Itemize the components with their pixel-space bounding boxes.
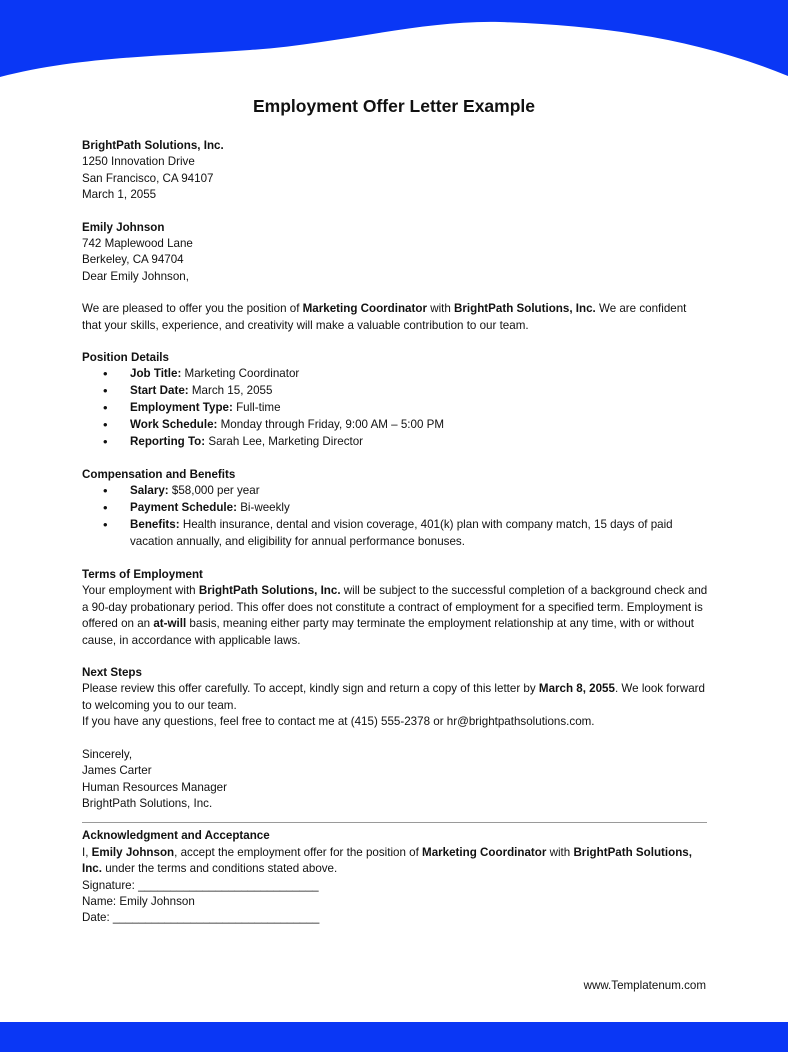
intro-text-1: We are pleased to offer you the position of (82, 302, 303, 316)
position-details-heading: Position Details (82, 351, 169, 365)
sender-block (82, 138, 708, 204)
list-item (82, 434, 708, 451)
acknowledgment-heading: Acknowledgment and Acceptance (82, 829, 270, 843)
list-item (82, 383, 708, 400)
document-title: Employment Offer Letter Example (252, 96, 536, 116)
item-value: Marketing Coordinator (181, 367, 300, 381)
signer-company: BrightPath Solutions, Inc. (82, 796, 213, 810)
intro-text-2: with (426, 302, 455, 316)
position-details-list (82, 366, 708, 451)
terms-text-2: will be subject to the successful completion of a background check and a 90-day probationary period. This offer does not constitute a contract of employment for a specified term. Employment is offered on an (82, 584, 708, 631)
intro-position: Marketing Coordinator (302, 302, 427, 316)
acknowledgment-paragraph (82, 845, 708, 878)
next-steps-heading: Next Steps (82, 666, 142, 680)
terms-text-3: basis, meaning either party may terminate the employment relationship at any time, with or without cause, in accordance with applicable laws. (82, 617, 694, 647)
sender-company: BrightPath Solutions, Inc. (82, 139, 224, 152)
intro-company: BrightPath Solutions, Inc. (454, 302, 596, 316)
intro-text-3: We are confident that your skills, experience, and creativity will make a valuable contribution to our team. (82, 302, 687, 332)
contact-line: If you have any questions, feel free to contact me at (415) 555-2378 or hr@brightpathsolutions.com. (82, 715, 595, 729)
terms-heading: Terms of Employment (82, 568, 203, 582)
salutation: Dear Emily Johnson, (82, 269, 189, 283)
item-label: Payment Schedule: (130, 501, 237, 515)
ack-position: Marketing Coordinator (422, 845, 547, 859)
item-label: Benefits: (130, 518, 180, 532)
item-label: Employment Type: (130, 401, 233, 415)
ack-text-4: under the terms and conditions stated above. (101, 862, 338, 876)
ack-company: BrightPath Solutions, Inc. (82, 845, 692, 876)
letter-date: March 1, 2055 (82, 188, 157, 202)
item-value: Sarah Lee, Marketing Director (205, 435, 364, 449)
list-item (82, 500, 708, 517)
ack-text-2: , accept the employment offer for the position of (174, 845, 423, 859)
item-label: Reporting To: (130, 435, 206, 449)
item-value: Health insurance, dental and vision coverage, 401(k) plan with company match, 15 days of paid vacation annually, and eligibility for annual performance bonuses. (130, 518, 673, 549)
recipient-block (82, 220, 708, 286)
item-value: Full-time (232, 401, 281, 415)
item-label: Start Date: (130, 384, 189, 398)
sender-address-line-1: 1250 Innovation Drive (82, 155, 195, 169)
terms-at-will: at-will (153, 617, 187, 631)
closing-block (82, 747, 708, 813)
date-line: Date: ________________________________ (82, 911, 320, 925)
intro-paragraph (82, 301, 708, 334)
signer-title: Human Resources Manager (82, 780, 227, 794)
list-item (82, 400, 708, 417)
item-value: Bi-weekly (236, 501, 290, 515)
ack-name: Emily Johnson (91, 845, 175, 859)
closing-sincerely: Sincerely, (82, 747, 133, 761)
list-item (82, 366, 708, 383)
name-line: Name: Emily Johnson (82, 894, 195, 908)
sender-address-line-2: San Francisco, CA 94107 (82, 171, 214, 185)
section-divider (82, 822, 707, 823)
item-value: $58,000 per year (168, 484, 260, 498)
footer-website: www.Templatenum.com (583, 979, 706, 992)
acceptance-deadline: March 8, 2055 (538, 682, 615, 696)
next-steps-paragraph (82, 681, 708, 714)
item-value: March 15, 2055 (188, 384, 273, 398)
terms-company: BrightPath Solutions, Inc. (198, 584, 341, 598)
compensation-heading: Compensation and Benefits (82, 468, 236, 481)
next-steps-text-1: Please review this offer carefully. To accept, kindly sign and return a copy of this letter by (82, 682, 539, 696)
item-label: Salary: (130, 484, 169, 498)
item-label: Work Schedule: (130, 418, 218, 432)
list-item (82, 483, 708, 500)
ack-text-1: I, (82, 845, 92, 859)
header-wave-decoration (0, 0, 788, 80)
letter-body (82, 138, 708, 927)
recipient-name: Emily Johnson (82, 220, 165, 234)
terms-text-1: Your employment with (82, 584, 199, 598)
ack-text-3: with (546, 845, 574, 859)
footer-bar-decoration (0, 1022, 788, 1052)
list-item (82, 417, 708, 434)
signer-name: James Carter (82, 764, 152, 778)
terms-paragraph (82, 583, 708, 649)
list-item (82, 517, 708, 551)
next-steps-text-2: . We look forward to welcoming you to our team. (82, 682, 705, 712)
recipient-address-line-1: 742 Maplewood Lane (82, 237, 193, 251)
item-value: Monday through Friday, 9:00 AM – 5:00 PM (217, 418, 445, 432)
item-label: Job Title: (130, 367, 182, 381)
signature-line: Signature: ____________________________ (82, 878, 319, 892)
compensation-list (82, 483, 708, 551)
recipient-address-line-2: Berkeley, CA 94704 (82, 253, 184, 267)
